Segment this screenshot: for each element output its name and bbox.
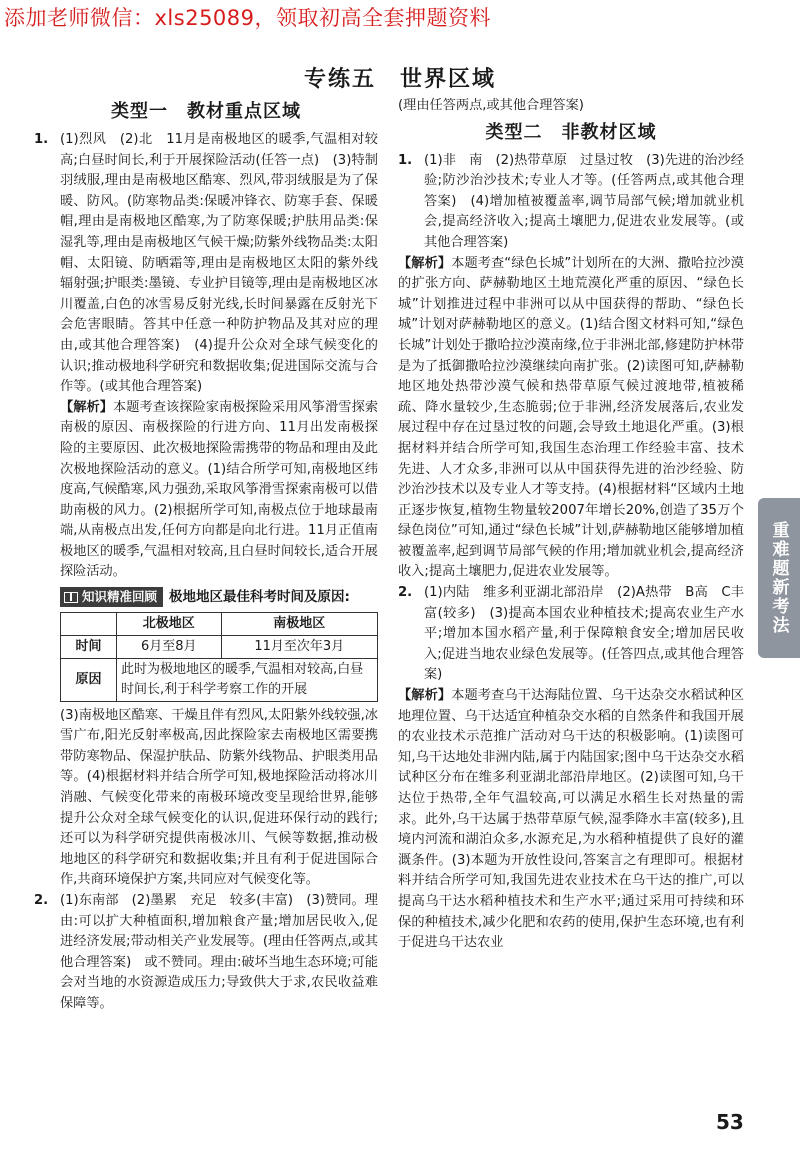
question-number: 1. — [398, 152, 413, 168]
question-number: 2. — [398, 585, 413, 601]
page-number: 53 — [716, 1110, 744, 1134]
knowledge-title: 极地地区最佳科考时间及原因: — [169, 589, 350, 606]
polar-expedition-table — [60, 612, 378, 702]
table-cell: 6月至8月 — [117, 635, 222, 658]
question-number: 1. — [34, 132, 49, 147]
row-header: 原因 — [61, 658, 117, 701]
question-2-answer — [34, 891, 378, 1015]
table-header: 北极地区 — [117, 612, 222, 635]
table-row — [61, 612, 378, 635]
knowledge-review-bar — [60, 587, 378, 608]
table-corner — [61, 612, 117, 635]
answer-text: (1)东南部 (2)墨累 充足 较多(丰富) (3)赞同。理由:可以扩大种植面积,增加粮食产量;增加居民收入,促进经济发展;带动相关产业发展等。(理由任答两点,或其他合理答案) 或不赞同。理由:破坏当地生态环境;可能会对当地的水资源造成压力;导致供大于求,农民收益难保障等。 — [60, 893, 378, 1011]
analysis-text: 本题考查该探险家南极探险采用风筝滑雪探索南极的原因、南极探险的行进方向、11月出发南极探险的主要原因、此次极地探险需携带的物品和理由及此次极地探险活动的意义。(1)结合所学可知,南极地区纬度高,气候酷寒,风力强劲,采取风筝滑雪探索南极可以借助南极的风力。(2)根据所学可知,南极点位于地球最南端,从南极点出发,任何方向都是向北行进。11月正值南极地区的暖季,气温相对较高,且白昼时间较长,适合开展探险活动。 — [60, 399, 379, 580]
analysis-paragraph — [60, 398, 378, 583]
answer-text: (1)内陆 维多利亚湖北部沿岸 (2)A热带 B高 C丰富(较多) (3)提高本国农业种植技术;提高农业生产水平;增加本国水稻产量,利于保障粮食安全;增加居民收入;促进当地农业绿色发展等。(任答四点,或其他合理答案) — [424, 585, 744, 683]
analysis-text: 本题考查“绿色长城”计划所在的大洲、撒哈拉沙漠的扩张方向、萨赫勒地区土地荒漠化严重的原因、“绿色长城”计划推进过程中非洲可以从中国获得的帮助、“绿色长城”计划对萨赫勒地区的意义。(1)结合图文材料可知,“绿色长城”计划处于撒哈拉沙漠南缘,位于非洲北部,修建防护林带是为了抵御撒哈拉沙漠继续向南扩张。(2)读图可知,萨赫勒地区地处热带沙漠气候和热带草原气候过渡地带,植被稀疏、降水量较少,生态脆弱;位于非洲,经济发展落后,农业发展过程中存在过垦过牧的问题,会导致土地退化严重。(3)根据材料并结合所学可知,我国生态治理工作经验丰富、技术先进、人才众多,非洲可以从中国获得先进的治沙经验、防沙治沙技术以及专业人才等支持。(4)根据材料“区域内土地正逐步恢复,植物生物量较2007年增长20%,创造了35万个绿色岗位”可知,通过“绿色长城”计划,萨赫勒地区能够增加植被覆盖率,起到调节局部气候的作用;增加就业机会,提高经济收入;提高土壤肥力,促进农业发展等。 — [398, 255, 744, 580]
page-title: 专练五 世界区域 — [303, 67, 496, 92]
chapter-side-tab: 重难题新考法 — [758, 498, 800, 658]
answer-text: (1)烈风 (2)北 11月是南极地区的暖季,气温相对较高;白昼时间长,利于开展探险活动(任答一点) (3)特制羽绒服,理由是南极地区酷寒、烈风,带羽绒服是为了保暖、防风。(防寒物品类:保暖冲锋衣、防寒手套、保暖帽,理由是南极地区酷寒,为了防寒保暖;护肤用品类:保湿乳等,理由是南极地区气候干燥;防紫外线物品类:太阳帽、太阳镜、防晒霜等,理由是南极地区太阳的紫外线辐射强;护眼类:墨镜、专业护目镜等,理由是南极地区冰川覆盖,白色的冰雪易反射光线,长时间暴露在反射光下会危害眼睛。答其中任意一种防护物品及其对应的理由,或其他合理答案) (4)提升公众对全球气候变化的认识;推动极地科学研究和数据收集;促进国际交流与合作等。(或其他合理答案) — [60, 132, 378, 395]
book-icon — [64, 592, 78, 603]
analysis-paragraph — [398, 254, 744, 584]
section-title-type-two: 类型二 非教材区域 — [485, 121, 657, 143]
table-cell: 11月至次年3月 — [221, 635, 377, 658]
table-row — [61, 658, 378, 701]
answer-text: (1)非 南 (2)热带草原 过垦过牧 (3)先进的治沙经验;防沙治沙技术;专业人才等。(任答两点,或其他合理答案) (4)增加植被覆盖率,调节局部气候;增加就业机会,提高经济收入;提高土壤肥力,促进农业发展等。(或其他合理答案) — [424, 152, 744, 250]
right-column — [398, 96, 744, 954]
table-header: 南极地区 — [221, 612, 377, 635]
continued-text: (理由任答两点,或其他合理答案) — [398, 98, 584, 113]
knowledge-tag-label: 知识精准回顾 — [82, 589, 158, 605]
section-title-type-one: 类型一 教材重点区域 — [111, 101, 301, 122]
question-body — [60, 891, 378, 1015]
question-body — [424, 583, 744, 686]
analysis-text: 本题考查乌干达海陆位置、乌干达杂交水稻试种区地理位置、乌干达适宜种植杂交水稻的自然条件和我国开展的农业技术示范推广活动对乌干达的积极影响。(1)读图可知,乌干达地处非洲内陆,属于内陆国家;图中乌干达杂交水稻试种区分布在维多利亚湖北部沿岸地区。(2)读图可知,乌干达位于热带,全年气温较高,可以满足水稻生长对热量的需求。此外,乌干达属于热带草原气候,湿季降水丰富(较多),且境内河流和湖泊众多,水源充足,为水稻种植提供了良好的灌溉条件。(3)本题为开放性设问,答案言之有理即可。根据材料并结合所学可知,我国先进农业技术在乌干达的推广,可以提高乌干达水稻种植技术和生产水平;通过采用可持续和环保的种植技术,减少化肥和农药的使用,保护生态环境,也有利于促进乌干达农业 — [398, 688, 744, 951]
question-2-answer — [398, 583, 744, 686]
analysis-paragraph — [398, 686, 744, 954]
left-column — [34, 96, 378, 1015]
knowledge-tag — [60, 587, 163, 607]
question-1-answer — [34, 130, 378, 891]
table-row — [61, 635, 378, 658]
analysis-continued: (3)南极地区酷寒、干燥且伴有烈风,太阳紫外线较强,冰雪广布,阳光反射率极高,因此探险家去南极地区需要携带防寒物品、保湿护肤品、防紫外线物品、护眼类用品等。(4)根据材料并结合所学可知,极地探险活动将冰川消融、气候变化带来的南极环境改变呈现给世界,能够提升公众对全球气候变化的认识,促进环保行动的践行;还可以为科学研究提供南极冰川、气候等数据,推动极地地区的科学研究和数据收集;并且有利于促进国际合作,共商环境保护方案,共同应对气候变化等。 — [60, 707, 378, 888]
watermark-text: 添加老师微信：xls25089，领取初高全套押题资料 — [4, 6, 492, 30]
table-cell: 此时为极地地区的暖季,气温相对较高,白昼时间长,利于科学考察工作的开展 — [117, 658, 378, 701]
question-body — [60, 130, 378, 891]
row-header: 时间 — [61, 635, 117, 658]
question-body — [424, 151, 744, 254]
question-number: 2. — [34, 893, 49, 908]
analysis-label: 【解析】 — [60, 399, 114, 415]
analysis-label: 【解析】 — [398, 688, 452, 704]
question-1-answer — [398, 151, 744, 254]
analysis-label: 【解析】 — [398, 255, 452, 271]
